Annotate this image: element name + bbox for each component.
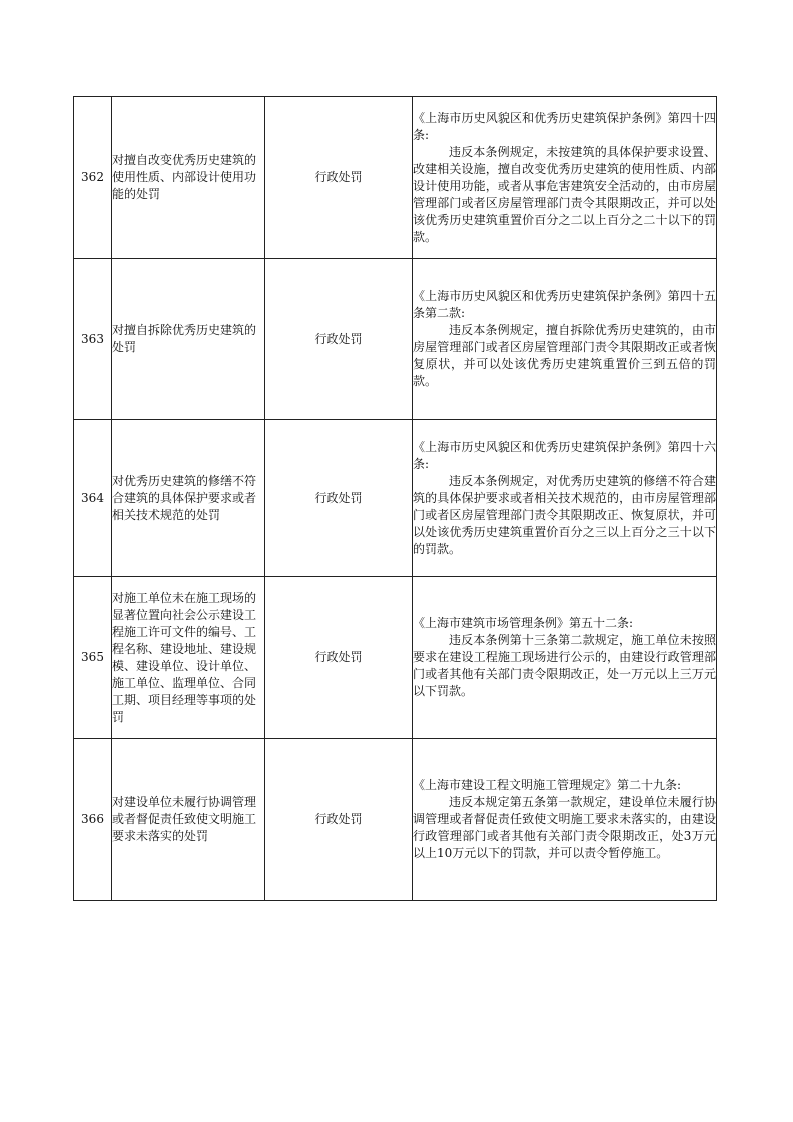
table-row [74, 420, 717, 577]
item-type: 行政处罚 [265, 577, 413, 739]
legal-text: 违反本条例规定，擅自拆除优秀历史建筑的，由市房屋管理部门或者区房屋管理部门责令其限期改正或者恢复原状，并可以处该优秀历史建筑重置价三到五倍的罚款。 [413, 323, 716, 388]
table-row [74, 259, 717, 420]
legal-basis [413, 420, 717, 577]
legal-basis [413, 259, 717, 420]
table-row [74, 97, 717, 259]
item-name: 对建设单位未履行协调管理或者督促责任致使文明施工要求未落实的处罚 [112, 739, 265, 901]
legal-basis [413, 577, 717, 739]
item-type: 行政处罚 [265, 97, 413, 259]
legal-source: 《上海市建设工程文明施工管理规定》第二十九条: [413, 778, 682, 792]
item-type: 行政处罚 [265, 420, 413, 577]
legal-text: 违反本规定第五条第一款规定，建设单位未履行协调管理或者督促责任致使文明施工要求未落实的，由建设行政管理部门或者其他有关部门责令限期改正，处3万元以上10万元以下的罚款，并可以责令暂停施工。 [413, 795, 716, 860]
item-name: 对施工单位未在施工现场的显著位置向社会公示建设工程施工许可文件的编号、工程名称、建设地址、建设规模、建设单位、设计单位、施工单位、监理单位、合同工期、项目经理等事项的处罚 [112, 577, 265, 739]
row-number: 365 [74, 577, 112, 739]
item-type: 行政处罚 [265, 259, 413, 420]
legal-source: 《上海市建筑市场管理条例》第五十二条: [413, 616, 634, 630]
item-name: 对擅自改变优秀历史建筑的使用性质、内部设计使用功能的处罚 [112, 97, 265, 259]
item-name: 对擅自拆除优秀历史建筑的处罚 [112, 259, 265, 420]
legal-source: 《上海市历史风貌区和优秀历史建筑保护条例》第四十六条: [413, 439, 716, 471]
row-number: 362 [74, 97, 112, 259]
item-name: 对优秀历史建筑的修缮不符合建筑的具体保护要求或者相关技术规范的处罚 [112, 420, 265, 577]
legal-source: 《上海市历史风貌区和优秀历史建筑保护条例》第四十四条: [413, 110, 716, 142]
legal-text: 违反本条例第十三条第二款规定，施工单位未按照要求在建设工程施工现场进行公示的，由建设行政管理部门或者其他有关部门责令限期改正，处一万元以上三万元以下罚款。 [413, 633, 716, 698]
legal-source: 《上海市历史风貌区和优秀历史建筑保护条例》第四十五条第二款: [413, 289, 716, 320]
item-type: 行政处罚 [265, 739, 413, 901]
table-row [74, 739, 717, 901]
row-number: 363 [74, 259, 112, 420]
legal-text: 违反本条例规定，未按建筑的具体保护要求设置、改建相关设施，擅自改变优秀历史建筑的使用性质、内部设计使用功能，或者从事危害建筑安全活动的，由市房屋管理部门或者区房屋管理部门责令其限期改正，并可以处该优秀历史建筑重置价百分之二以上百分之二十以下的罚款。 [413, 144, 716, 244]
legal-basis [413, 739, 717, 901]
table-row [74, 577, 717, 739]
legal-basis [413, 97, 717, 259]
row-number: 364 [74, 420, 112, 577]
legal-text: 违反本条例规定，对优秀历史建筑的修缮不符合建筑的具体保护要求或者相关技术规范的，由市房屋管理部门或者区房屋管理部门责令其限期改正、恢复原状，并可以处该优秀历史建筑重置价百分之三以上百分之三十以下的罚款。 [413, 473, 716, 556]
row-number: 366 [74, 739, 112, 901]
penalty-table [73, 96, 717, 901]
